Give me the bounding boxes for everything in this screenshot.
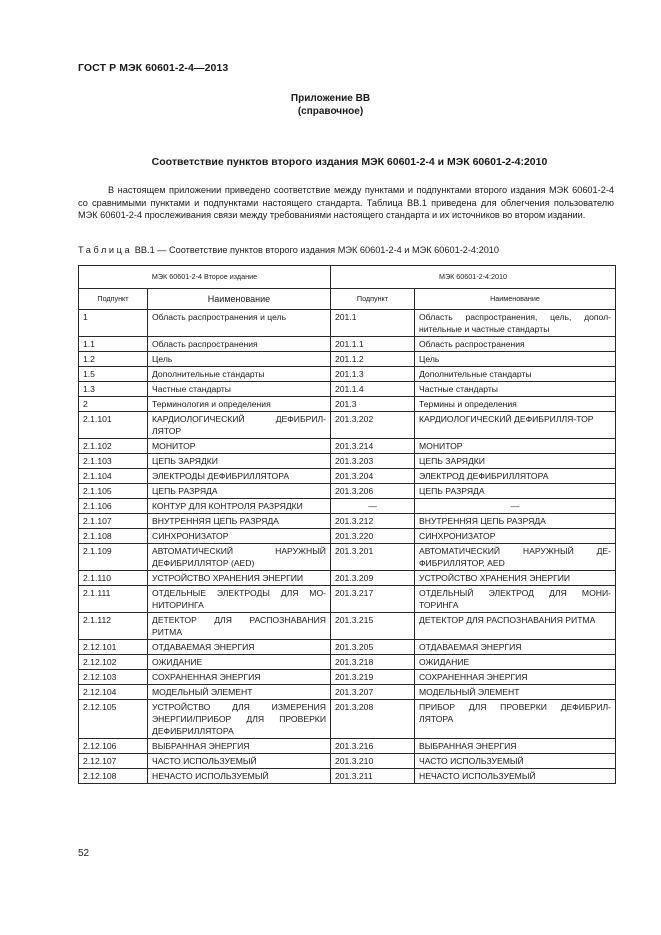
cell-subclause-new: 201.1.4	[331, 382, 415, 397]
cell-name-new: ДЕТЕКТОР ДЛЯ РАСПОЗНАВАНИЯ РИТМА	[415, 613, 616, 640]
cell-name-new: ЦЕПЬ ЗАРЯДКИ	[415, 454, 616, 469]
cell-subclause-old: 2.12.108	[79, 769, 148, 784]
cell-name-new: ВЫБРАННАЯ ЭНЕРГИЯ	[415, 739, 616, 754]
cell-name-new: ОЖИДАНИЕ	[415, 655, 616, 670]
table-row	[79, 769, 616, 784]
table-row	[79, 337, 616, 352]
cell-name-old: Терминология и определения	[148, 397, 331, 412]
cell-subclause-new: 201.1.2	[331, 352, 415, 367]
cell-name-old: ЭЛЕКТРОДЫ ДЕФИБРИЛЛЯТОРА	[148, 469, 331, 484]
cell-subclause-old: 2.12.103	[79, 670, 148, 685]
cell-subclause-old: 2.12.106	[79, 739, 148, 754]
cell-name-old: ОЖИДАНИЕ	[148, 655, 331, 670]
annex-subtitle: (справочное)	[297, 106, 364, 117]
cell-name-new: ЧАСТО ИСПОЛЬЗУЕМЫЙ	[415, 754, 616, 769]
cell-subclause-new: 201.3.201	[331, 544, 415, 571]
cell-name-old: ЦЕПЬ РАЗРЯДА	[148, 484, 331, 499]
cell-name-old: СОХРАНЕННАЯ ЭНЕРГИЯ	[148, 670, 331, 685]
annex-title: Приложение ВВ	[290, 93, 371, 104]
cell-name-new: ЦЕПЬ РАЗРЯДА	[415, 484, 616, 499]
cell-subclause-old: 1.3	[79, 382, 148, 397]
cell-subclause-new: 201.3.214	[331, 439, 415, 454]
cell-subclause-old: 2.1.103	[79, 454, 148, 469]
table-row	[79, 469, 616, 484]
table-row	[79, 613, 616, 640]
cell-subclause-new: 201.3.212	[331, 514, 415, 529]
cell-name-new: СИНХРОНИЗАТОР	[415, 529, 616, 544]
cell-name-new: Дополнительные стандарты	[415, 367, 616, 382]
col-header-name-right: Наименование	[415, 289, 616, 310]
cell-name-old: Область распространения	[148, 337, 331, 352]
table-row	[79, 484, 616, 499]
cell-name-old: ОТДЕЛЬНЫЕ ЭЛЕКТРОДЫ ДЛЯ МО-НИТОРИНГА	[148, 586, 331, 613]
table-row	[79, 655, 616, 670]
cell-subclause-old: 2.1.112	[79, 613, 148, 640]
cell-subclause-new: 201.3.202	[331, 412, 415, 439]
cell-subclause-old: 2.12.105	[79, 700, 148, 739]
cell-subclause-old: 2.12.102	[79, 655, 148, 670]
cell-name-new: СОХРАНЕННАЯ ЭНЕРГИЯ	[415, 670, 616, 685]
group-header-2010-edition: МЭК 60601-2-4:2010	[331, 266, 616, 289]
cell-name-new: УСТРОЙСТВО ХРАНЕНИЯ ЭНЕРГИИ	[415, 571, 616, 586]
cell-name-new: НЕЧАСТО ИСПОЛЬЗУЕМЫЙ	[415, 769, 616, 784]
col-header-name-left: Наименование	[148, 289, 331, 310]
cell-subclause-new: 201.3.216	[331, 739, 415, 754]
cell-name-old: АВТОМАТИЧЕСКИЙ НАРУЖНЫЙ ДЕФИБРИЛЛЯТОР (AED)	[148, 544, 331, 571]
cell-name-old: СИНХРОНИЗАТОР	[148, 529, 331, 544]
cell-subclause-old: 2.1.101	[79, 412, 148, 439]
table-row	[79, 454, 616, 469]
cell-name-new: Цель	[415, 352, 616, 367]
page-number: 52	[78, 848, 90, 859]
cell-subclause-old: 2.12.104	[79, 685, 148, 700]
table-row	[79, 544, 616, 571]
cell-subclause-new: 201.3.204	[331, 469, 415, 484]
cell-name-old: ВЫБРАННАЯ ЭНЕРГИЯ	[148, 739, 331, 754]
cell-name-new: МОНИТОР	[415, 439, 616, 454]
cell-name-old: ЦЕПЬ ЗАРЯДКИ	[148, 454, 331, 469]
table-row	[79, 439, 616, 454]
cell-name-old: НЕЧАСТО ИСПОЛЬЗУЕМЫЙ	[148, 769, 331, 784]
cell-name-old: Область распространения и цель	[148, 310, 331, 337]
cell-subclause-old: 1.5	[79, 367, 148, 382]
cell-name-old: МОНИТОР	[148, 439, 331, 454]
table-caption-text: ВВ.1 — Соответствие пунктов второго издания МЭК 60601-2-4 и МЭК 60601-2-4:2010	[132, 245, 500, 255]
correspondence-table	[78, 265, 616, 784]
table-row	[79, 739, 616, 754]
cell-subclause-old: 2.1.107	[79, 514, 148, 529]
cell-name-old: ДЕТЕКТОР ДЛЯ РАСПОЗНАВАНИЯ РИТМА	[148, 613, 331, 640]
table-row	[79, 382, 616, 397]
cell-name-new: Частные стандарты	[415, 382, 616, 397]
cell-subclause-old: 1	[79, 310, 148, 337]
table-row	[79, 754, 616, 769]
cell-name-old: Частные стандарты	[148, 382, 331, 397]
cell-name-new: ОТДЕЛЬНЫЙ ЭЛЕКТРОД ДЛЯ МОНИ-ТОРИНГА	[415, 586, 616, 613]
cell-name-old: КОНТУР ДЛЯ КОНТРОЛЯ РАЗРЯДКИ	[148, 499, 331, 514]
table-row	[79, 310, 616, 337]
cell-name-old: МОДЕЛЬНЫЙ ЭЛЕМЕНТ	[148, 685, 331, 700]
cell-subclause-old: 2	[79, 397, 148, 412]
cell-subclause-new: 201.3.211	[331, 769, 415, 784]
table-row	[79, 412, 616, 439]
cell-subclause-old: 1.1	[79, 337, 148, 352]
cell-subclause-old: 2.12.101	[79, 640, 148, 655]
cell-subclause-new: 201.1.3	[331, 367, 415, 382]
cell-name-new: —	[415, 499, 616, 514]
intro-paragraph: В настоящем приложении приведено соответствие между пунктами и подпунктами второго издания МЭК 60601-2-4 со сравнимыми пунктами и подпунктами настоящего стандарта. Таблица ВВ.1 приведена для облегчения пользователю МЭК 60601-2-4 прослеживания связи между требованиями настоящего стандарта и их источников во втором издании.	[78, 185, 614, 221]
cell-name-new: МОДЕЛЬНЫЙ ЭЛЕМЕНТ	[415, 685, 616, 700]
table-row	[79, 685, 616, 700]
cell-subclause-old: 2.1.109	[79, 544, 148, 571]
cell-subclause-new: —	[331, 499, 415, 514]
table-caption-word: Таблица	[78, 245, 133, 255]
section-title: Соответствие пунктов второго издания МЭК 60601-2-4 и МЭК 60601-2-4:2010	[151, 156, 548, 168]
table-row	[79, 670, 616, 685]
cell-subclause-new: 201.3.217	[331, 586, 415, 613]
cell-name-new: АВТОМАТИЧЕСКИЙ НАРУЖНЫЙ ДЕ-ФИБРИЛЛЯТОР, AED	[415, 544, 616, 571]
cell-name-new: ЭЛЕКТРОД ДЕФИБРИЛЛЯТОРА	[415, 469, 616, 484]
cell-subclause-old: 2.1.106	[79, 499, 148, 514]
cell-subclause-new: 201.3.209	[331, 571, 415, 586]
cell-subclause-new: 201.1.1	[331, 337, 415, 352]
table-row	[79, 367, 616, 382]
cell-name-new: Термины и определения	[415, 397, 616, 412]
cell-subclause-old: 2.1.105	[79, 484, 148, 499]
cell-name-old: Дополнительные стандарты	[148, 367, 331, 382]
cell-name-old: ЧАСТО ИСПОЛЬЗУЕМЫЙ	[148, 754, 331, 769]
table-row	[79, 586, 616, 613]
table-row	[79, 352, 616, 367]
cell-name-new: Область распространения	[415, 337, 616, 352]
table-row	[79, 640, 616, 655]
group-header-second-edition: МЭК 60601-2-4 Второе издание	[79, 266, 331, 289]
cell-name-new: Область распространения, цель, допол-нительные и частные стандарты	[415, 310, 616, 337]
cell-subclause-new: 201.3.218	[331, 655, 415, 670]
col-header-subclause-right: Подпункт	[331, 289, 415, 310]
cell-subclause-new: 201.3.205	[331, 640, 415, 655]
cell-subclause-old: 2.1.102	[79, 439, 148, 454]
cell-subclause-new: 201.3.219	[331, 670, 415, 685]
cell-name-old: ВНУТРЕННЯЯ ЦЕПЬ РАЗРЯДА	[148, 514, 331, 529]
table-row	[79, 571, 616, 586]
cell-name-old: УСТРОЙСТВО ХРАНЕНИЯ ЭНЕРГИИ	[148, 571, 331, 586]
cell-name-old: КАРДИОЛОГИЧЕСКИЙ ДЕФИБРИЛ-ЛЯТОР	[148, 412, 331, 439]
cell-subclause-new: 201.1	[331, 310, 415, 337]
cell-subclause-new: 201.3.206	[331, 484, 415, 499]
cell-name-old: Цель	[148, 352, 331, 367]
table-row	[79, 499, 616, 514]
cell-name-new: ОТДАВАЕМАЯ ЭНЕРГИЯ	[415, 640, 616, 655]
table-row	[79, 514, 616, 529]
cell-subclause-old: 2.12.107	[79, 754, 148, 769]
cell-subclause-new: 201.3.210	[331, 754, 415, 769]
table-row	[79, 397, 616, 412]
table-row	[79, 529, 616, 544]
cell-subclause-new: 201.3.220	[331, 529, 415, 544]
cell-name-new: ВНУТРЕННЯЯ ЦЕПЬ РАЗРЯДА	[415, 514, 616, 529]
cell-subclause-old: 2.1.108	[79, 529, 148, 544]
cell-subclause-old: 2.1.111	[79, 586, 148, 613]
cell-subclause-new: 201.3	[331, 397, 415, 412]
cell-subclause-old: 2.1.110	[79, 571, 148, 586]
cell-subclause-old: 1.2	[79, 352, 148, 367]
cell-name-old: ОТДАВАЕМАЯ ЭНЕРГИЯ	[148, 640, 331, 655]
col-header-subclause-left: Подпункт	[79, 289, 148, 310]
cell-subclause-new: 201.3.215	[331, 613, 415, 640]
table-caption	[78, 245, 499, 255]
table-row	[79, 700, 616, 739]
cell-subclause-new: 201.3.203	[331, 454, 415, 469]
cell-subclause-new: 201.3.207	[331, 685, 415, 700]
standard-code: ГОСТ Р МЭК 60601-2-4—2013	[78, 62, 229, 74]
cell-name-old: УСТРОЙСТВО ДЛЯ ИЗМЕРЕНИЯ ЭНЕРГИИ/ПРИБОР ДЛЯ ПРОВЕРКИ ДЕФИБРИЛЛЯТОРА	[148, 700, 331, 739]
cell-name-new: КАРДИОЛОГИЧЕСКИЙ ДЕФИБРИЛЛЯ-ТОР	[415, 412, 616, 439]
cell-subclause-new: 201.3.208	[331, 700, 415, 739]
cell-name-new: ПРИБОР ДЛЯ ПРОВЕРКИ ДЕФИБРИЛ-ЛЯТОРА	[415, 700, 616, 739]
cell-subclause-old: 2.1.104	[79, 469, 148, 484]
